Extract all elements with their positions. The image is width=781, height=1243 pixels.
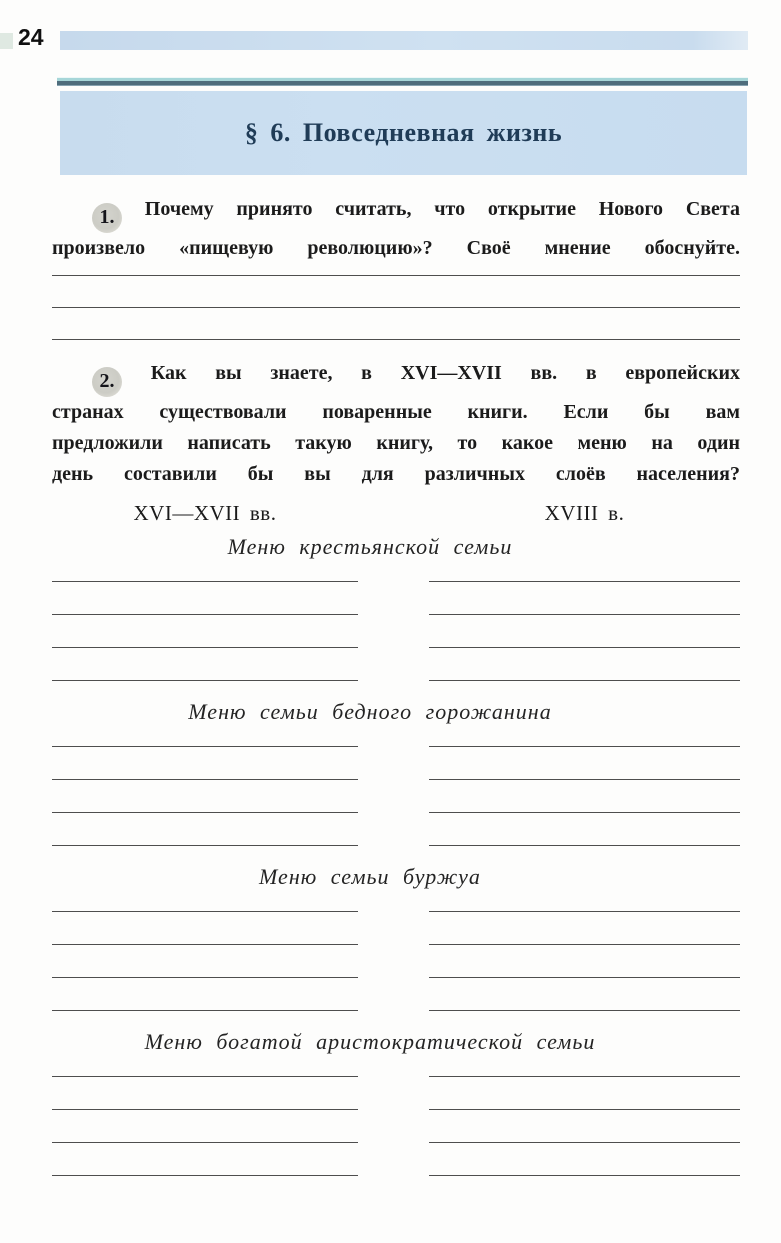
menu-section-lines bbox=[52, 725, 740, 846]
column-header-right-century: XVIII в. bbox=[544, 501, 625, 525]
question-2-line-3: предложили написать такую книгу, то какое меню на один bbox=[52, 432, 740, 454]
question-1-answer-lines bbox=[52, 264, 740, 340]
menu-answer-line-row bbox=[52, 1110, 740, 1143]
answer-line-right-column bbox=[429, 745, 740, 747]
answer-line-right-column bbox=[429, 778, 740, 780]
teal-divider-rule bbox=[57, 77, 748, 87]
answer-line-right-column bbox=[429, 943, 740, 945]
answer-line-right-column bbox=[429, 1108, 740, 1110]
menu-answer-line-row bbox=[52, 615, 740, 648]
answer-line-left-column bbox=[52, 1075, 358, 1077]
question-2-number-badge: 2. bbox=[92, 367, 122, 397]
question-1 bbox=[52, 194, 740, 264]
page-content bbox=[52, 194, 740, 1176]
answer-line-right-column bbox=[429, 844, 740, 846]
top-decorative-band bbox=[60, 31, 748, 50]
menu-section-title: Меню семьи буржуа bbox=[259, 864, 481, 889]
question-2-text: Как вы знаете, в XVI—XVII вв. в европейских bbox=[150, 362, 740, 384]
answer-line-right-column bbox=[429, 910, 740, 912]
menu-answer-line-row bbox=[52, 813, 740, 846]
menu-answer-line-row bbox=[52, 978, 740, 1011]
answer-line bbox=[52, 308, 740, 340]
column-header-left-century: XVI—XVII вв. bbox=[133, 501, 277, 525]
menu-answer-line-row bbox=[52, 747, 740, 780]
answer-line-right-column bbox=[429, 1075, 740, 1077]
question-2-line-2: странах существовали поваренные книги. Если бы вам bbox=[52, 401, 740, 423]
answer-line-left-column bbox=[52, 646, 358, 648]
section-title: § 6. Повседневная жизнь bbox=[244, 118, 563, 147]
answer-line-right-column bbox=[429, 580, 740, 582]
question-1-line-1 bbox=[52, 194, 740, 233]
answer-line-right-column bbox=[429, 1174, 740, 1176]
menu-answer-line-row bbox=[52, 1055, 740, 1077]
menu-section-title: Меню семьи бедного горожанина bbox=[188, 699, 552, 724]
menu-answer-line-row bbox=[52, 780, 740, 813]
menu-answer-line-row bbox=[52, 1077, 740, 1110]
question-2-line-4: день составили бы вы для различных слоёв населения? bbox=[52, 463, 740, 485]
question-2-line-1 bbox=[52, 358, 740, 397]
menu-answer-line-row bbox=[52, 1143, 740, 1176]
answer-line-left-column bbox=[52, 976, 358, 978]
answer-line-left-column bbox=[52, 811, 358, 813]
answer-line-left-column bbox=[52, 745, 358, 747]
menu-answer-line-row bbox=[52, 945, 740, 978]
answer-line-left-column bbox=[52, 613, 358, 615]
page-number: 24 bbox=[18, 24, 44, 50]
menu-section-lines bbox=[52, 890, 740, 1011]
answer-line-left-column bbox=[52, 1108, 358, 1110]
question-2 bbox=[52, 358, 740, 490]
answer-line-left-column bbox=[52, 910, 358, 912]
menu-section-peasant bbox=[52, 534, 740, 681]
answer-line-left-column bbox=[52, 943, 358, 945]
menu-section-title: Меню богатой аристократической семьи bbox=[144, 1029, 596, 1054]
menu-section-lines bbox=[52, 1055, 740, 1176]
answer-line-left-column bbox=[52, 580, 358, 582]
question-1-line-2: произвело «пищевую революцию»? Своё мнение обоснуйте. bbox=[52, 237, 740, 259]
answer-line-right-column bbox=[429, 1009, 740, 1011]
answer-line-left-column bbox=[52, 1141, 358, 1143]
menu-answer-line-row bbox=[52, 912, 740, 945]
menu-answer-line-row bbox=[52, 648, 740, 681]
answer-line-left-column bbox=[52, 679, 358, 681]
answer-line-right-column bbox=[429, 1141, 740, 1143]
answer-line-right-column bbox=[429, 646, 740, 648]
answer-line bbox=[52, 264, 740, 276]
question-1-number-badge: 1. bbox=[92, 203, 122, 233]
menu-section-aristocratic bbox=[52, 1029, 740, 1176]
answer-line-right-column bbox=[429, 613, 740, 615]
answer-line-left-column bbox=[52, 778, 358, 780]
answer-line-left-column bbox=[52, 1009, 358, 1011]
menu-answer-line-row bbox=[52, 560, 740, 582]
menu-section-bourgeois bbox=[52, 864, 740, 1011]
menu-answer-line-row bbox=[52, 725, 740, 747]
answer-line bbox=[52, 276, 740, 308]
menu-section-lines bbox=[52, 560, 740, 681]
menu-section-title: Меню крестьянской семьи bbox=[227, 534, 513, 559]
menu-answer-line-row bbox=[52, 582, 740, 615]
answer-line-left-column bbox=[52, 1174, 358, 1176]
answer-line-right-column bbox=[429, 679, 740, 681]
century-column-headers bbox=[52, 500, 740, 526]
answer-line-right-column bbox=[429, 976, 740, 978]
section-header-band bbox=[60, 91, 747, 175]
menu-section-poor-townsman bbox=[52, 699, 740, 846]
question-1-text: Почему принято считать, что открытие Нового Света bbox=[144, 198, 741, 220]
answer-line-left-column bbox=[52, 844, 358, 846]
menu-answer-line-row bbox=[52, 890, 740, 912]
answer-line-right-column bbox=[429, 811, 740, 813]
page-edge-tab bbox=[0, 33, 13, 49]
